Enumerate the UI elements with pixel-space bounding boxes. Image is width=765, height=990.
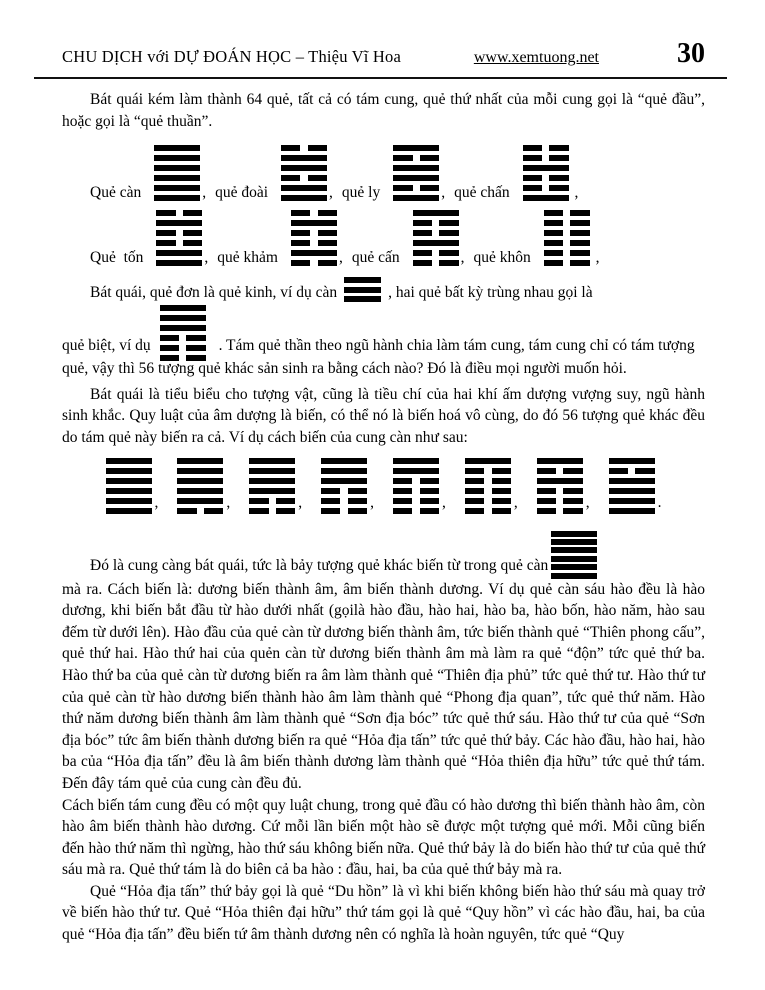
hexagram-seq-3-icon: [249, 458, 295, 514]
paragraph-biet-continuation: quẻ, vậy thì 56 tượng quẻ khác sản sinh ra bằng cách nào? Đó là điều mọi người muốn hỏi.: [62, 360, 627, 378]
separator: ,: [442, 493, 446, 511]
hexagram-seq-2-icon: [177, 458, 223, 514]
separator: ,: [226, 493, 231, 511]
paragraph-duhon: Quẻ “Hỏa địa tấn” thứ bảy gọi là quẻ “Du hồn” là vì khi biến không biến hào thứ sáu mà quay trở về biến hào thứ tư. Quẻ “Hỏa thiên đại hữu” thứ tám gọi là quẻ “Quy hồn” vì các hào đầu, hai, ba của quẻ “Hỏa địa tấn” đều biến tứ âm thành dương nên có nghĩa là hoàn nguyên, tức quẻ “Quy: [62, 882, 705, 944]
separator: ,: [329, 183, 333, 201]
separator: ,: [202, 183, 207, 201]
hexagram-ly-icon: [393, 145, 439, 201]
hexagram-seq-6-icon: [465, 458, 511, 514]
hexagram-label-chan: quẻ chấn: [454, 183, 510, 201]
hexagram-label-doai: quẻ đoài: [215, 183, 269, 201]
separator: ,: [460, 248, 465, 266]
page-number: 30: [677, 38, 705, 69]
website-link[interactable]: www.xemtuong.net: [473, 49, 599, 66]
separator: ,: [441, 183, 446, 201]
que-biet-text-before: quẻ biệt, ví dụ: [62, 336, 151, 354]
paragraph-bien-detail: mà ra. Cách biến là: dương biến thành âm, âm biến thành dương. Ví dụ quẻ càn sáu hào đều là hào dương, khi biến bắt đầu từ hào dưới nhất (gọilà hào đầu, hào hai, hào ba, hào bốn, hào năm, hào sau đếm từ dưới lên). Hào đầu của quẻ càn từ dương biến thành âm, tức biến thành quẻ “Thiên phong cấu”, quẻ thứ hai. Hào thứ hai của quẻn càn từ dương biến thành âm mà làm ra quẻ “độn” tức quẻ thứ ba. Hào thứ ba của quẻ càn từ dương biến ra âm làm thành quẻ “Thiên địa phủ” tức quẻ thứ tư. Hào thứ tư của quẻ càn từ hào dương biến thành hào âm làm thành quẻ “Phong địa quan”, tức quẻ thứ năm. Hào thứ năm dương biến thành âm làm thành quẻ “Sơn địa bóc” tức quẻ thứ sáu. Hào thứ tư của quẻ “Sơn địa bóc” tức âm biến thành dương biến ra quẻ “Hỏa địa tấn” tức quẻ thứ bảy. Các hào đầu, hào hai, hào ba của “Hỏa địa tấn” đều là âm biến thành dương làm thành quẻ “Hỏa thiên địa hữu” tức quẻ thứ tám. Đến đây tám quẻ của cung càn đều đủ.: [62, 580, 705, 792]
que-kinh-text-before: Bát quái, quẻ đơn là quẻ kinh, ví dụ càn: [90, 283, 338, 301]
hexagram-doai-icon: [281, 145, 327, 201]
hexagram-kham-icon: [291, 210, 337, 266]
hexagram-seq-1-icon: [106, 458, 152, 514]
separator: ,: [570, 183, 579, 201]
hexagram-label-ly: quẻ ly: [341, 183, 381, 201]
hexagram-can-icon: [154, 145, 200, 201]
hexagram-pi-icon: [160, 305, 206, 361]
separator: ,: [298, 493, 303, 511]
separator: ,: [513, 493, 518, 511]
separator: ,: [204, 248, 209, 266]
hexagram-label-ton: Quẻ tốn: [90, 248, 144, 266]
separator: ,: [370, 493, 374, 511]
hexagram-khon-icon: [544, 210, 590, 266]
line-cung-can: [62, 531, 705, 577]
separator: ,: [591, 248, 600, 266]
hexagram-seq-7-icon: [537, 458, 583, 514]
paragraph-intro: Bát quái kém làm thành 64 quẻ, tất cả có tám cung, quẻ thứ nhất của mỗi cung gọi là “quẻ đầu”, hoặc gọi là “quẻ thuần”.: [62, 91, 705, 130]
separator: ,: [585, 493, 590, 511]
hexagram-can-inline-icon: [551, 531, 597, 579]
hexagram-seq-5-icon: [393, 458, 439, 514]
separator: .: [657, 493, 662, 511]
trigram-row-2: [62, 210, 705, 268]
cung-can-text: Đó là cung càng bát quái, tức là bảy tượng quẻ khác biến từ trong quẻ càn: [90, 556, 549, 574]
hexagram-gen-icon: [413, 210, 459, 266]
hexagram-ton-icon: [156, 210, 202, 266]
hexagram-seq-4-icon: [321, 458, 367, 514]
trigram-can-icon: [344, 277, 381, 302]
que-kinh-text-after: , hai quẻ bất kỳ trùng nhau gọi là: [388, 283, 593, 301]
paragraph-rule: Cách biến tám cung đều có một quy luật chung, trong quẻ đầu có hào dương thì biến thành hào âm, còn hào âm biến thành hào dương. Cứ mỗi lần biến một hào sẽ được một tượng quẻ mới. Mỗi cũng biến đến hào thứ năm thì ngừng, hào thứ sáu không biến nữa. Quẻ thứ bảy là do biến hào thứ tư của quẻ thứ sáu mà ra. Quẻ thứ tám là do biên cả ba hào : đầu, hai, ba của quẻ thứ bảy mà ra.: [62, 796, 705, 879]
page-header: [34, 40, 727, 79]
line-que-biet: [62, 305, 705, 356]
line-que-kinh: [62, 277, 705, 303]
qian-palace-row: [62, 458, 705, 514]
paragraph-bagua: Bát quái là tiểu biểu cho tượng vật, cũng là tiều chí của hai khí ấm dượng vượng suy, ngũ hành sinh khắc. Quy luật của âm dượng là biến, có thể nó là biến hoá vô cùng, do đó 56 tượng quẻ khác đều do tám quẻ này biến ra cả. Ví dụ cách biến của cung càn như sau:: [62, 385, 705, 446]
que-biet-text-after: . Tám quẻ thần theo ngũ hành chia làm tám cung, tám cung chỉ có tám tượng: [214, 336, 695, 354]
book-title: CHU DỊCH với DỰ ĐOÁN HỌC – Thiệu Vĩ Hoa: [62, 47, 402, 66]
hexagram-chan-icon: [523, 145, 569, 201]
hexagram-label-gen: quẻ cấn: [351, 248, 400, 266]
hexagram-seq-8-icon: [609, 458, 655, 514]
separator: ,: [338, 248, 343, 266]
hexagram-label-can: Quẻ càn: [90, 183, 142, 201]
hexagram-label-khon: quẻ khôn: [473, 248, 531, 266]
separator: ,: [154, 493, 159, 511]
trigram-row-1: [62, 145, 705, 203]
hexagram-label-kham: quẻ khảm: [217, 248, 278, 266]
